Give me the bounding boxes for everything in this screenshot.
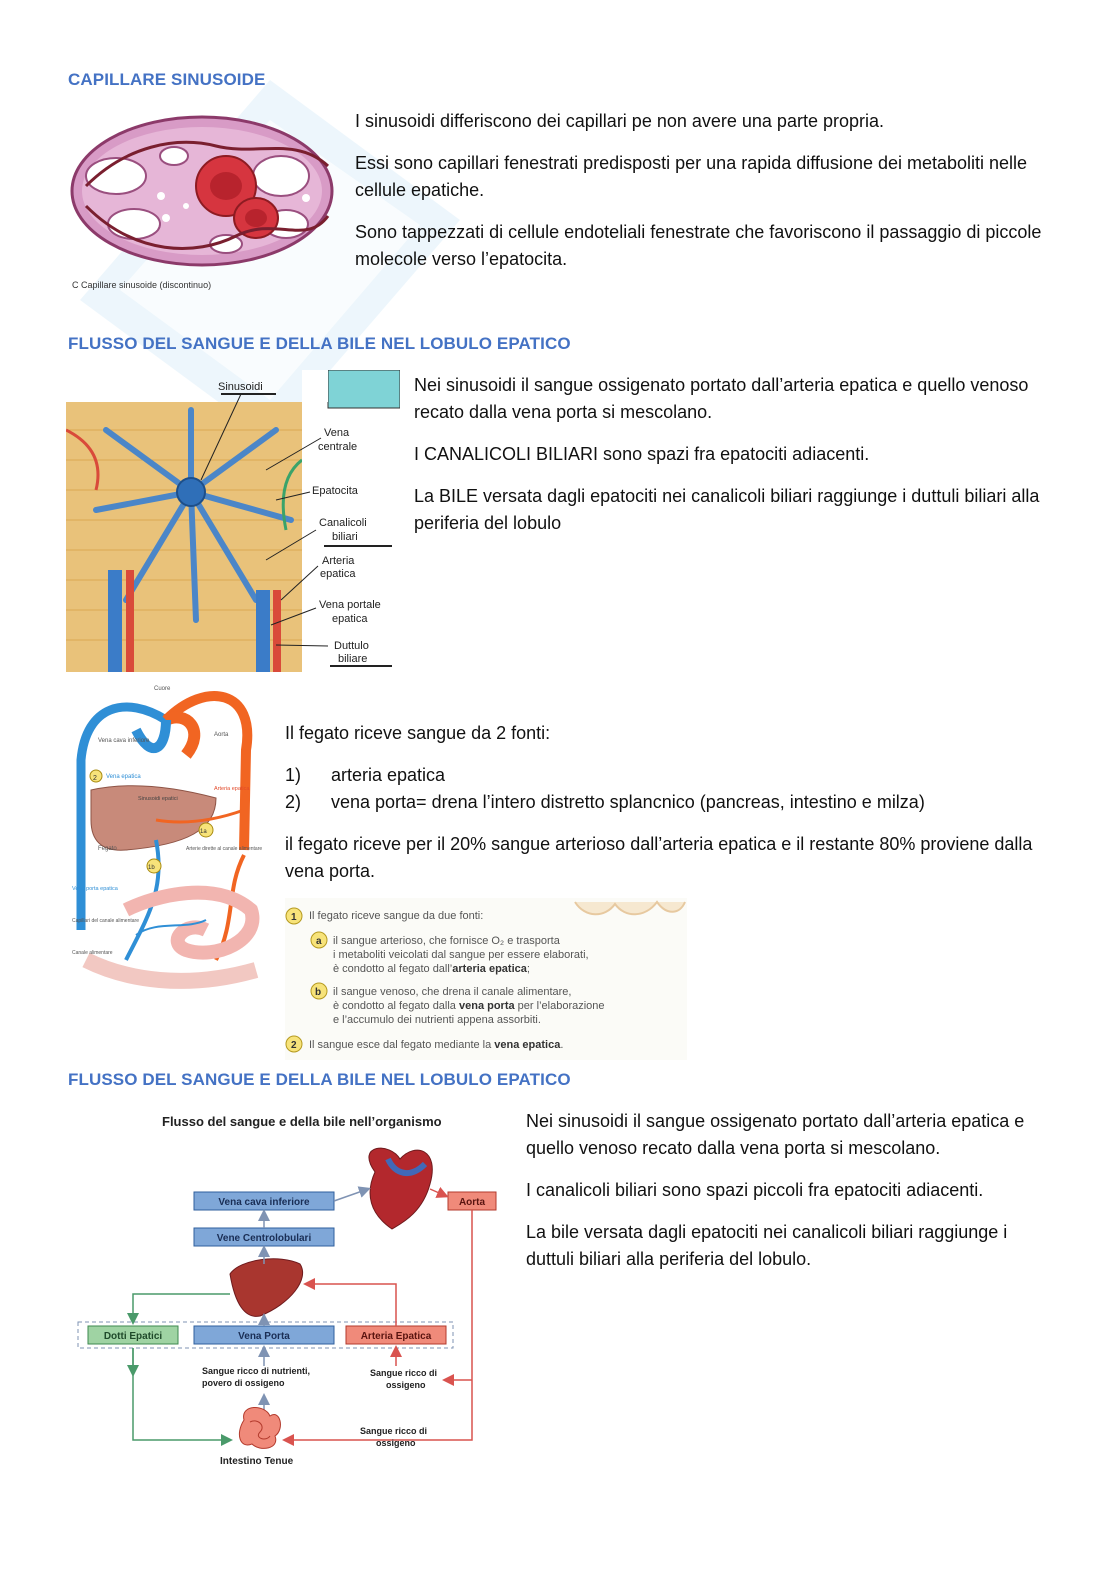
capillary-caption: C Capillare sinusoide (discontinuo) (72, 280, 212, 290)
box-vene-centrolobulari: Vene Centrolobulari (216, 1233, 312, 1244)
paragraph: Nei sinusoidi il sangue ossigenato portato dall’arteria epatica e quello venoso recato dalla vena porta si mescolano. (414, 375, 1029, 422)
list-text: vena porta= drena l’intero distretto splancnico (pancreas, intestino e milza) (331, 792, 925, 812)
box-item2-text: Il sangue esce dal fegato mediante la vena epatica. (309, 1039, 564, 1051)
label-intestino-tenue: Intestino Tenue (220, 1456, 294, 1467)
paragraph: Essi sono capillari fenestrati predisposti per una rapida diffusione dei metaboliti nelle cellule epatiche. (355, 153, 1028, 200)
list-number: 1) (285, 765, 302, 785)
label-vena-porta: Vena porta epatica (72, 886, 118, 892)
label-ossigeno-2: ossigeno (386, 1380, 426, 1390)
flow-diagram-title: Flusso del sangue e della bile nell’organismo (162, 1114, 442, 1129)
list-text: arteria epatica (331, 765, 446, 785)
section2-text (414, 372, 1049, 552)
section-heading-capillare: CAPILLARE SINUSOIDE (68, 70, 266, 89)
box-aorta: Aorta (458, 1197, 486, 1208)
label-aorta: Aorta (214, 732, 229, 738)
box-vena-porta: Vena Porta (238, 1331, 290, 1342)
section-heading-flusso-organismo: FLUSSO DEL SANGUE E DELLA BILE NEL LOBULO EPATICO (68, 1070, 571, 1089)
box-badge-1: 1 (291, 912, 297, 923)
label-duttulo: Duttulo (334, 640, 369, 652)
box-b-line3: e l’accumulo dei nutrienti appena assorbiti. (333, 1014, 541, 1026)
label-vena-portale: Vena portale (319, 599, 381, 611)
badge-1a: 1a (200, 829, 207, 835)
section-heading-flusso-lobulo: FLUSSO DEL SANGUE E DELLA BILE NEL LOBULO EPATICO (68, 334, 571, 353)
paragraph: Il fegato riceve sangue da 2 fonti: (285, 723, 551, 743)
label-ossigeno: Sangue ricco di (370, 1368, 438, 1378)
label-ossigeno-b-2: ossigeno (376, 1438, 416, 1448)
label-vena-epatica: Vena epatica (106, 774, 141, 780)
label-canale: Canale alimentare (72, 950, 113, 956)
label-epatocita: Epatocita (312, 485, 358, 497)
section4-text (526, 1108, 1051, 1288)
label-arteria-epatica: Arteria epatica (214, 786, 250, 792)
fonti-summary-box (285, 898, 687, 1060)
paragraph: La bile versata dagli epatociti nei canalicoli biliari raggiunge i duttuli biliari alla periferia del lobulo. (526, 1222, 1008, 1269)
label-vena-centrale: Vena (324, 427, 350, 439)
box-badge-a: a (316, 936, 322, 947)
circulation-illustration (66, 680, 274, 1006)
label-arteria: Arteria (322, 555, 355, 567)
section3-text (285, 720, 1045, 900)
box-b-line2: è condotto al fegato dalla vena porta per l’elaborazione (333, 1000, 605, 1012)
box-dotti-epatici: Dotti Epatici (103, 1331, 163, 1342)
label-ossigeno-b: Sangue ricco di (360, 1426, 428, 1436)
lobule-illustration (66, 370, 400, 672)
box-item1-text: Il fegato riceve sangue da due fonti: (309, 910, 484, 922)
label-canalicoli: Canalicoli (319, 517, 367, 529)
label-arterie-canale: Arterie dirette al canale alimentare (186, 846, 263, 852)
paragraph: La BILE versata dagli epatociti nei canalicoli biliari raggiunge i duttuli biliari alla periferia del lobulo (414, 486, 1040, 533)
label-fegato: Fegato (98, 846, 117, 852)
label-vena-portale-2: epatica (332, 613, 368, 625)
label-duttulo-2: biliare (338, 653, 368, 665)
label-cuore: Cuore (154, 686, 171, 692)
paragraph: I sinusoidi differiscono dei capillari pe non avere una parte propria. (355, 111, 884, 131)
badge-2: 2 (93, 775, 97, 782)
paragraph: il fegato riceve per il 20% sangue arterioso dall’arteria epatica e il restante 80% proviene dalla vena porta. (285, 834, 1033, 881)
paragraph: I CANALICOLI BILIARI sono spazi fra epatociti adiacenti. (414, 444, 870, 464)
list-item (285, 762, 1045, 789)
section1-text (355, 108, 1045, 288)
label-nutrienti: Sangue ricco di nutrienti, (202, 1366, 311, 1376)
label-sinusoidi-epatici: Sinusoidi epatici (138, 796, 178, 802)
label-vena-cava: Vena cava inferiore (98, 738, 150, 744)
box-badge-2: 2 (291, 1040, 297, 1051)
label-canalicoli-2: biliari (332, 531, 358, 543)
label-capillari: Capillari del canale alimentare (72, 918, 139, 924)
list-item (285, 789, 1045, 816)
box-a-line2: i metaboliti veicolati dal sangue per essere elaborati, (333, 949, 589, 961)
box-badge-b: b (315, 987, 322, 998)
paragraph: Nei sinusoidi il sangue ossigenato portato dall’arteria epatica e quello venoso recato dalla vena porta si mescolano. (526, 1111, 1025, 1158)
list-number: 2) (285, 792, 302, 812)
label-sinusoidi: Sinusoidi (218, 381, 263, 393)
paragraph: Sono tappezzati di cellule endoteliali fenestrate che favoriscono il passaggio di piccole molecole verso l’epatocita. (355, 222, 1042, 269)
box-a-line3: è condotto al fegato dall’arteria epatica; (333, 963, 530, 975)
label-arteria-2: epatica (320, 568, 356, 580)
box-vena-cava: Vena cava inferiore (218, 1197, 310, 1208)
paragraph: I canalicoli biliari sono spazi piccoli fra epatociti adiacenti. (526, 1180, 984, 1200)
flow-diagram (70, 1104, 510, 1474)
box-b-line1: il sangue venoso, che drena il canale alimentare, (333, 986, 572, 998)
box-arteria-epatica: Arteria Epatica (360, 1331, 432, 1342)
label-nutrienti-2: povero di ossigeno (202, 1378, 285, 1388)
capillary-illustration (66, 106, 338, 296)
box-a-line1: il sangue arterioso, che fornisce O₂ e trasporta (333, 935, 560, 947)
badge-1b: 1b (148, 865, 155, 871)
label-vena-centrale-2: centrale (318, 441, 358, 453)
